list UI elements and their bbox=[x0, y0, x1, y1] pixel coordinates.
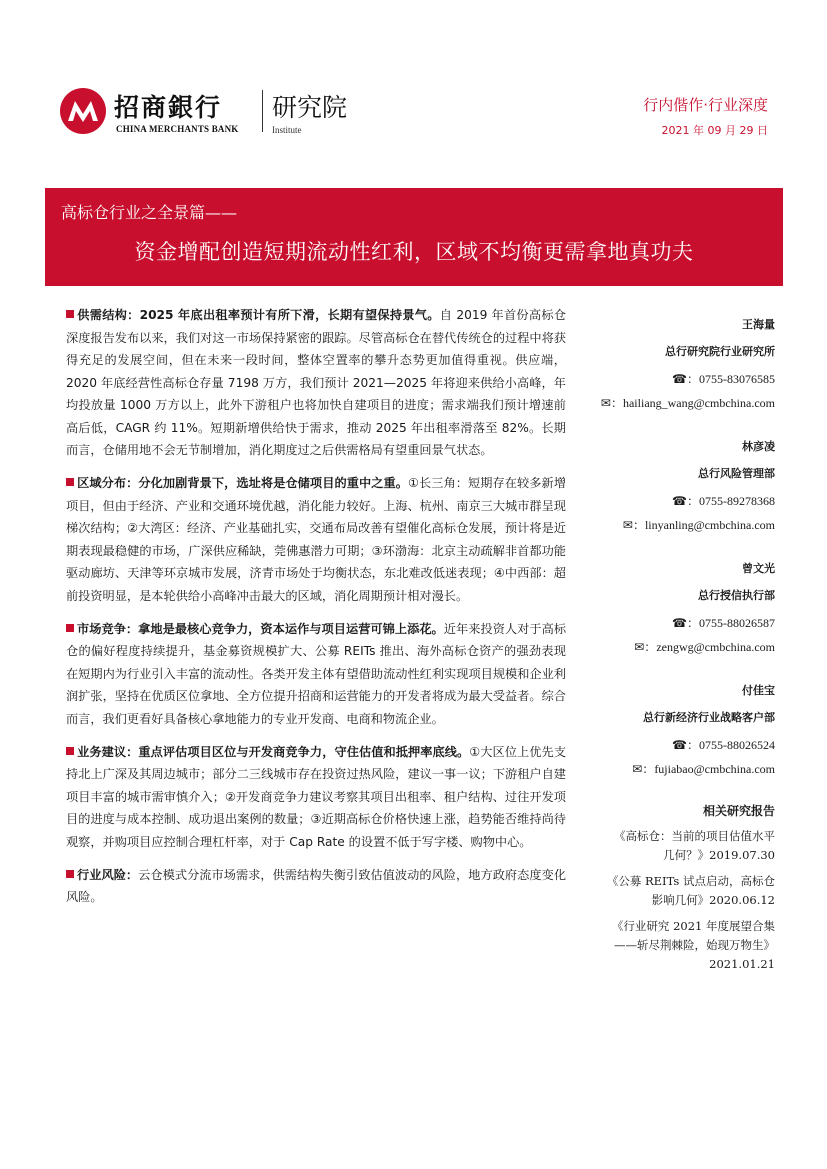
institute-en: Institute bbox=[272, 125, 302, 135]
section-text: 自 2019 年首份高标仓深度报告发布以来，我们对这一市场保持紧密的跟踪。尽管高标仓在替代传统仓的过程中将获得充足的发展空间，但在未来一段时间，整体空置率的攀升态势更加值得重视。供应端，2020 年底经营性高标仓存量 7198 万方，我们预计 2021—2025 年将迎来供给小高峰，年均投放量 1000 万方以上，此外下游租户也将加快自建项目的进度；需求端我们预计增速前高后低，CAGR 约 11%。短期新增供给快于需求，推动 2025 年出租率滑落至 82%。长期而言，仓储用地不会无节制增加，消化期度过之后供需格局有望重回景气状态。 bbox=[66, 308, 566, 457]
section-text: 近年来投资人对于高标仓的偏好程度持续提升，基金募资规模扩大、公募 REITs 推出、海外高标仓资产的强劲表现在短期内为行业引入丰富的流动性。各类开发主体有望借助流动性红利实现项目规模和企业利润扩张，坚持在优质区位拿地、全方位提升招商和运营能力的开发者将成为最大受益者。综合而言，我们更看好具备核心拿地能力的专业开发商、电商和物流企业。 bbox=[66, 621, 567, 726]
analyst-name: 林彦凌 bbox=[742, 440, 775, 453]
analyst-card bbox=[586, 558, 775, 660]
analyst-name: 付佳宝 bbox=[742, 684, 775, 697]
sidebar bbox=[586, 314, 775, 981]
analyst-dept: 总行风险管理部 bbox=[698, 467, 775, 480]
email-icon: ✉： bbox=[622, 518, 645, 532]
analyst-dept: 总行新经济行业战略客户部 bbox=[643, 711, 775, 724]
section-text: 云仓模式分流市场需求，供需结构失衡引致估值波动的风险，地方政府态度变化风险。 bbox=[66, 867, 567, 904]
email-icon: ✉： bbox=[632, 762, 655, 776]
section-lead: 市场竞争：拿地是最核心竞争力，资本运作与项目运营可锦上添花。 bbox=[77, 621, 444, 636]
section-lead: 供需结构：2025 年底出租率预计有所下滑，长期有望保持景气。 bbox=[77, 308, 440, 322]
analyst-dept: 总行授信执行部 bbox=[698, 589, 775, 602]
section-business-advice bbox=[66, 741, 566, 854]
section-regional bbox=[66, 472, 566, 607]
related-report-item[interactable]: 《高标仓：当前的项目估值水平 几何？》2019.07.30 bbox=[614, 829, 775, 862]
section-supply-demand bbox=[66, 304, 566, 462]
analyst-name: 曾文光 bbox=[742, 562, 775, 575]
related-report-item[interactable]: 《公募 REITs 试点启动，高标仓 影响几何》2020.06.12 bbox=[606, 874, 775, 907]
phone-icon: ☎： bbox=[672, 494, 699, 508]
phone-icon: ☎： bbox=[672, 738, 699, 752]
bullet-square-icon bbox=[66, 478, 74, 486]
phone-icon: ☎： bbox=[672, 616, 699, 630]
analyst-email[interactable]: ✉：fujiabao@cmbchina.com bbox=[632, 762, 775, 776]
analyst-dept: 总行研究院行业研究所 bbox=[665, 345, 775, 358]
section-risk bbox=[66, 864, 566, 909]
analyst-phone: ☎：0755-83076585 bbox=[672, 372, 775, 386]
analyst-email[interactable]: ✉：hailiang_wang@cmbchina.com bbox=[600, 396, 775, 410]
section-text: ①长三角：短期存在较多新增项目，但由于经济、产业和交通环境优越，消化能力较好。上海、杭州、南京三大城市群呈现梯次结构；②大湾区：经济、产业基础扎实，交通布局改善有望催化高标仓发展，预计将是近期表现最稳健的市场，广深供应稀缺，莞佛惠潜力可期；③环渤海：北京主动疏解非首都功能驱动廊坊、天津等环京城市发展，济青市场处于均衡状态，东北难改低迷表现；④中西部：超前投资明显，是本轮供给小高峰冲击最大的区域，消化周期预计相对漫长。 bbox=[66, 476, 567, 603]
title-banner bbox=[45, 188, 783, 286]
report-subtitle: 高标仓行业之全景篇—— bbox=[61, 203, 238, 222]
page-header bbox=[0, 0, 827, 150]
logo-text-en: CHINA MERCHANTS BANK bbox=[116, 124, 239, 134]
analyst-card bbox=[586, 436, 775, 538]
section-lead: 业务建议：重点评估项目区位与开发商竞争力，守住估值和抵押率底线。 bbox=[77, 744, 470, 759]
analyst-email[interactable]: ✉：zengwg@cmbchina.com bbox=[634, 640, 775, 654]
related-reports-title: 相关研究报告 bbox=[702, 804, 775, 818]
phone-icon: ☎： bbox=[672, 372, 699, 386]
bullet-square-icon bbox=[66, 870, 74, 878]
report-title: 资金增配创造短期流动性红利，区域不均衡更需拿地真功夫 bbox=[134, 240, 694, 264]
cmb-logo-icon bbox=[60, 88, 106, 134]
section-lead: 区域分布：分化加剧背景下，选址将是仓储项目的重中之重。 bbox=[77, 476, 408, 490]
bullet-square-icon bbox=[66, 747, 74, 755]
analyst-card bbox=[586, 314, 775, 416]
report-date: 2021 年 09 月 29 日 bbox=[661, 124, 768, 137]
section-lead: 行业风险： bbox=[77, 867, 139, 882]
analyst-phone: ☎：0755-88026524 bbox=[672, 738, 775, 752]
bullet-square-icon bbox=[66, 310, 74, 318]
section-text: ①大区位上优先支持北上广深及其周边城市；部分二三线城市存在投资过热风险，建议一事一议；下游租户自建项目丰富的城市需审慎介入；②开发商竞争力建议考察其项目出租率、租户结构、过往开发项目的进度与成本控制、成功退出案例的数量；③近期高标仓价格快速上涨，趋势能否维持尚待观察，并购项目应控制合理杠杆率，对于 Cap Rate 的设置不低于写字楼、购物中心。 bbox=[66, 744, 567, 849]
section-competition bbox=[66, 618, 566, 731]
institute-cn: 研究院 bbox=[272, 93, 348, 122]
summary-column bbox=[66, 304, 566, 919]
analyst-phone: ☎：0755-88026587 bbox=[672, 616, 775, 630]
analyst-email[interactable]: ✉：linyanling@cmbchina.com bbox=[622, 518, 775, 532]
email-icon: ✉： bbox=[634, 640, 657, 654]
report-type: 行内偕作·行业深度 bbox=[643, 96, 768, 114]
logo-text-cn: 招商銀行 bbox=[114, 93, 223, 122]
bullet-square-icon bbox=[66, 624, 74, 632]
analyst-name: 王海量 bbox=[742, 318, 775, 331]
related-report-item[interactable]: 《行业研究 2021 年度展望合集 ——斩尽荆棘险，始现万物生》 2021.01.21 bbox=[611, 919, 775, 971]
logo-divider bbox=[262, 90, 263, 132]
analyst-phone: ☎：0755-89278368 bbox=[672, 494, 775, 508]
email-icon: ✉： bbox=[600, 396, 623, 410]
analyst-card bbox=[586, 680, 775, 782]
